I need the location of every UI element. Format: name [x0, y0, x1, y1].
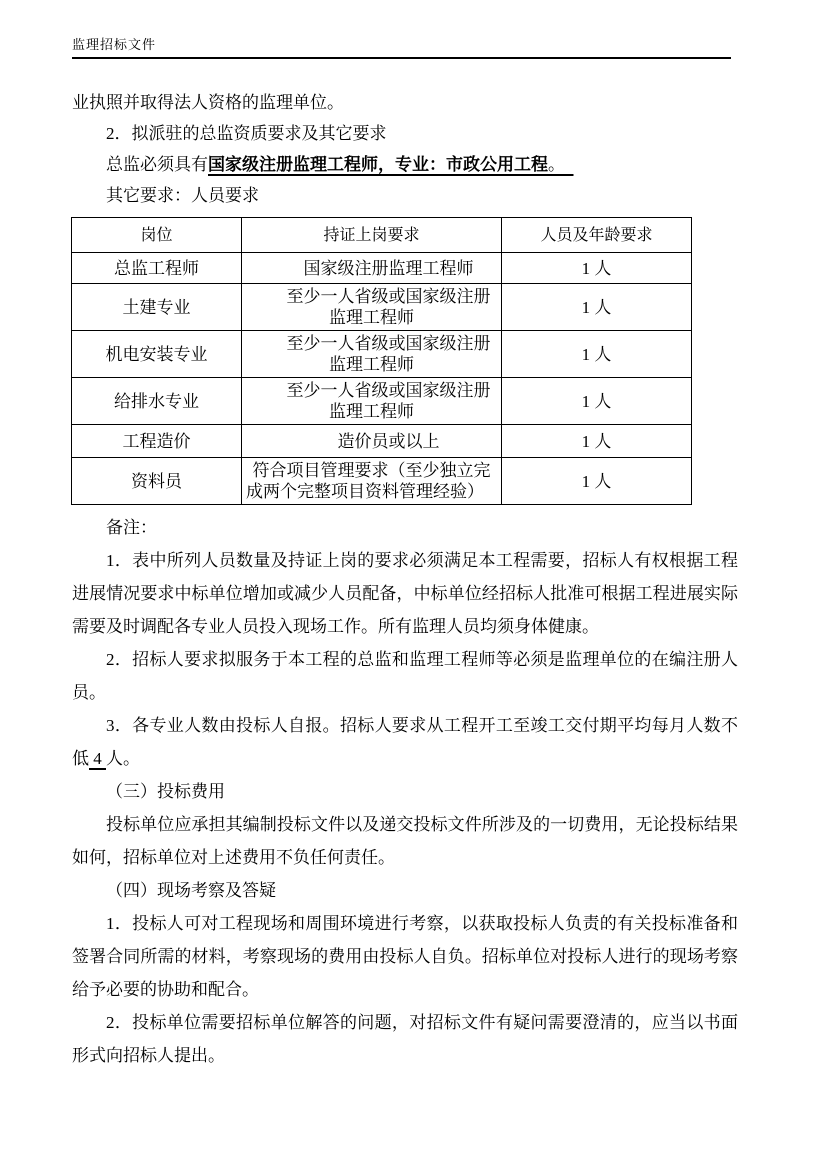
cell-headcount: 1 人	[502, 253, 692, 284]
cell-certificate: 至少一人省级或国家级注册监理工程师	[242, 331, 502, 378]
cell-headcount: 1 人	[502, 425, 692, 458]
item-2-heading: 2．拟派驻的总监资质要求及其它要求	[106, 124, 387, 143]
remarks-label: 备注：	[106, 518, 157, 537]
cell-headcount: 1 人	[502, 331, 692, 378]
document-body	[72, 87, 738, 1072]
director-requirement-prefix: 总监必须具有	[106, 155, 208, 174]
bid-fee-heading: （三）投标费用	[106, 782, 225, 801]
cell-post: 给排水专业	[72, 378, 242, 425]
page-header	[72, 36, 738, 59]
column-header-certificate: 持证上岗要求	[242, 218, 502, 253]
column-header-post: 岗位	[72, 218, 242, 253]
remark-note-1: 1．表中所列人员数量及持证上岗的要求必须满足本工程需要，招标人有权根据工程进展情况要求中标单位增加或减少人员配备，中标单位经招标人批准可根据工程进展实际需要及时调配各专业人员投入现场工作。所有监理人员均须身体健康。	[72, 551, 738, 636]
note-3-text-before: 3．各专业人数由投标人自报。招标人要求从工程开工至竣工交付期平均每月人数不低	[72, 716, 738, 768]
table-row	[72, 378, 692, 425]
cell-certificate: 至少一人省级或国家级注册监理工程师	[242, 378, 502, 425]
intro-section	[72, 87, 738, 211]
page-header-title: 监理招标文件	[72, 37, 157, 52]
continuation-paragraph: 业执照并取得法人资格的监理单位。	[72, 93, 344, 112]
personnel-requirements-table	[71, 217, 692, 505]
table-header-row	[72, 218, 692, 253]
cell-post: 土建专业	[72, 284, 242, 331]
site-visit-item-2: 2．投标单位需要招标单位解答的问题，对招标文件有疑问需要澄清的，应当以书面形式向招标人提出。	[72, 1013, 738, 1065]
note-3-text-after: 人。	[106, 749, 140, 768]
table-row	[72, 284, 692, 331]
cell-certificate: 造价员或以上	[242, 425, 502, 458]
site-visit-heading: （四）现场考察及答疑	[106, 881, 276, 900]
director-requirement-emphasis: 国家级注册监理工程师，专业：市政公用工程	[208, 155, 548, 174]
cell-certificate: 至少一人省级或国家级注册监理工程师	[242, 284, 502, 331]
remarks-section	[72, 511, 738, 775]
cell-post: 资料员	[72, 458, 242, 505]
bid-fee-body: 投标单位应承担其编制投标文件以及递交投标文件所涉及的一切费用，无论投标结果如何，招标单位对上述费用不负任何责任。	[72, 815, 738, 867]
cell-certificate: 国家级注册监理工程师	[242, 253, 502, 284]
site-visit-section	[72, 874, 738, 1072]
cell-headcount: 1 人	[502, 378, 692, 425]
site-visit-item-1: 1．投标人可对工程现场和周围环境进行考察，以获取投标人负责的有关投标准备和签署合同所需的材料，考察现场的费用由投标人自负。招标单位对投标人进行的现场考察给予必要的协助和配合。	[72, 914, 738, 999]
underline-trail	[565, 155, 574, 174]
director-requirement-paragraph	[72, 149, 738, 180]
column-header-headcount: 人员及年龄要求	[502, 218, 692, 253]
cell-headcount: 1 人	[502, 458, 692, 505]
cell-post: 总监工程师	[72, 253, 242, 284]
note-3-underlined-number: 4	[89, 749, 106, 768]
table-row	[72, 331, 692, 378]
cell-certificate: 符合项目管理要求（至少独立完成两个完整项目资料管理经验）	[242, 458, 502, 505]
bid-fee-section	[72, 775, 738, 874]
other-requirement-paragraph: 其它要求：人员要求	[106, 186, 259, 205]
table-row	[72, 458, 692, 505]
director-requirement-suffix: 。	[548, 155, 565, 174]
table-row	[72, 425, 692, 458]
header-rule	[72, 57, 731, 59]
remark-note-2: 2．招标人要求拟服务于本工程的总监和监理工程师等必须是监理单位的在编注册人员。	[72, 650, 738, 702]
remark-note-3	[72, 709, 738, 775]
cell-post: 机电安装专业	[72, 331, 242, 378]
table-row	[72, 253, 692, 284]
cell-headcount: 1 人	[502, 284, 692, 331]
cell-post: 工程造价	[72, 425, 242, 458]
